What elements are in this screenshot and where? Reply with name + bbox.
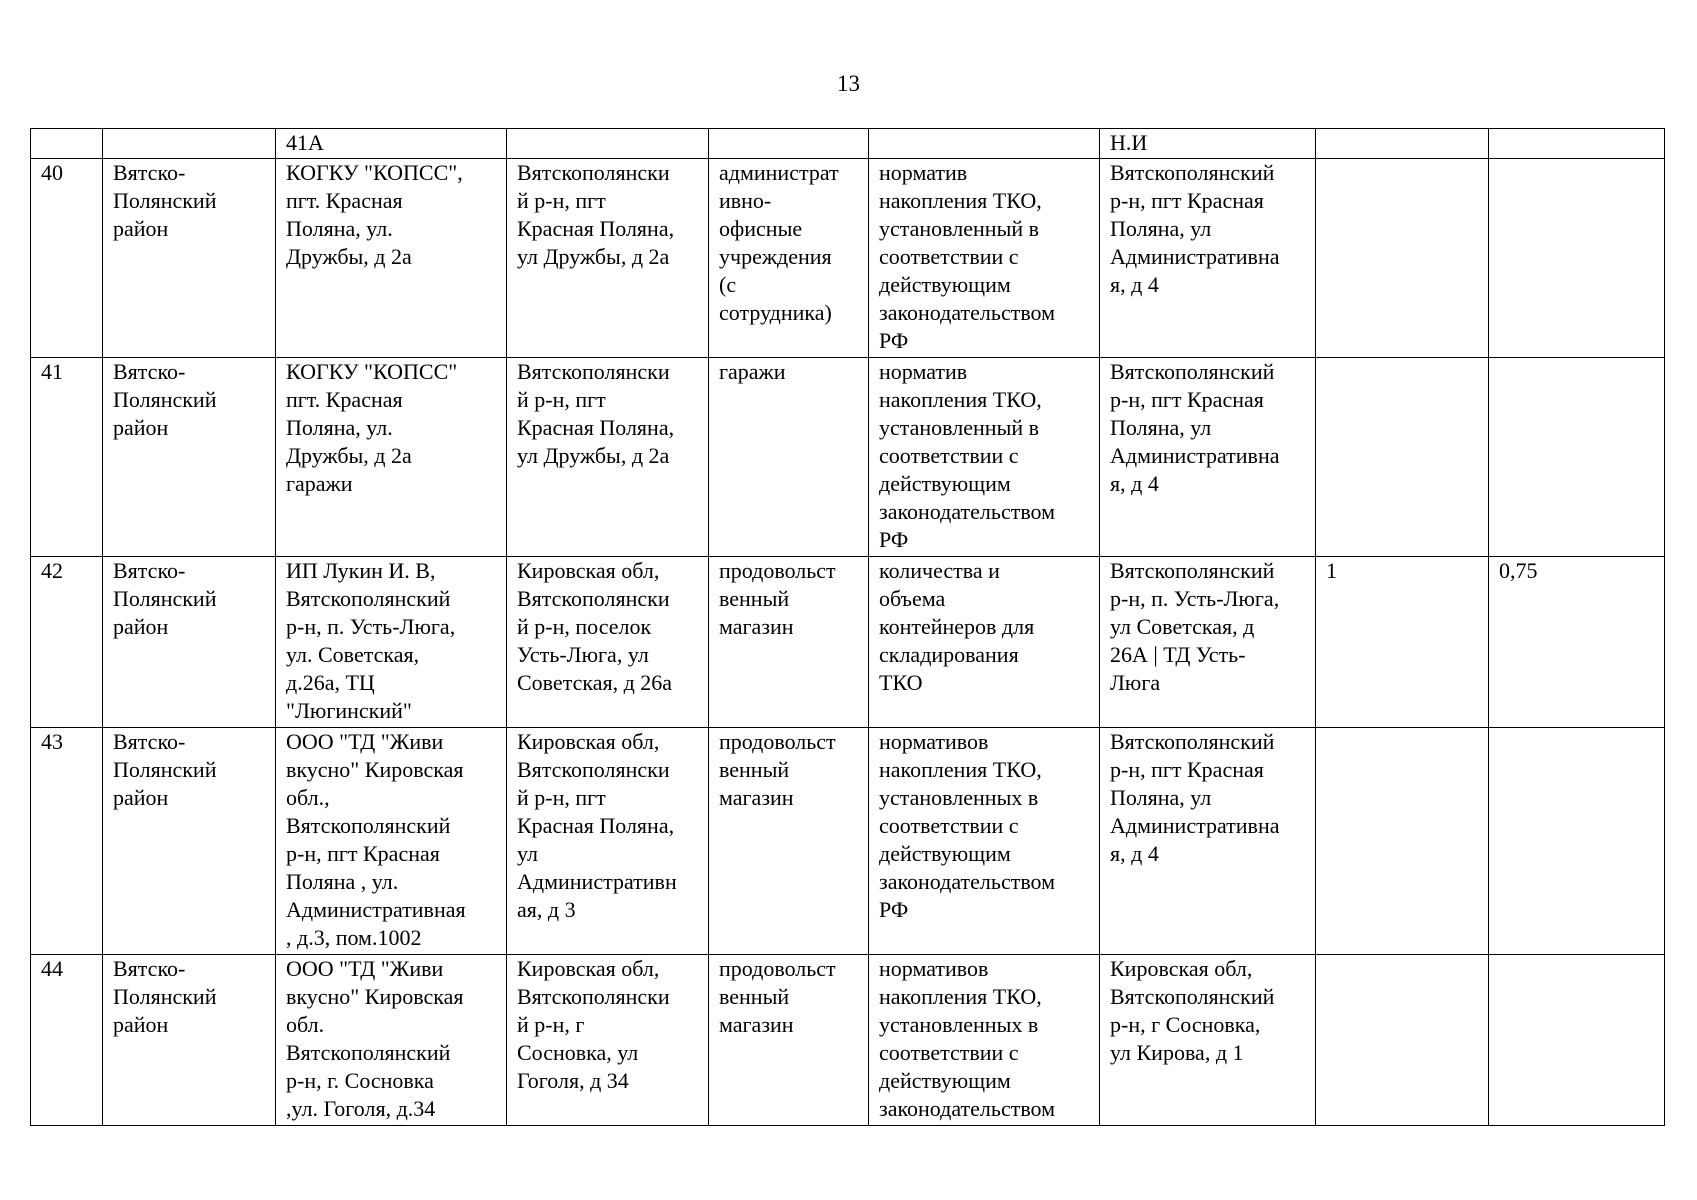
cell-district: Вятско- Полянский район — [103, 159, 276, 358]
cell-organization: КОГКУ "КОПСС", пгт. Красная Поляна, ул. Дружбы, д 2а — [276, 159, 507, 358]
cell-organization: ООО "ТД "Живи вкусно" Кировская обл., Вятскополянский р-н, пгт Красная Поляна , ул. Административная , д.3, пом.1002 — [276, 728, 507, 955]
cell-address — [507, 129, 709, 159]
cell-site: Вятскополянский р-н, пгт Красная Поляна, ул Административна я, д 4 — [1100, 728, 1316, 955]
cell-site: Вятскополянский р-н, пгт Красная Поляна, ул Административна я, д 4 — [1100, 159, 1316, 358]
table-row — [31, 955, 1665, 1126]
cell-district: Вятско- Полянский район — [103, 557, 276, 728]
cell-number: 41 — [31, 358, 103, 557]
table-row — [31, 557, 1665, 728]
cell-volume — [1489, 728, 1665, 955]
cell-volume — [1489, 129, 1665, 159]
cell-basis: норматив накопления ТКО, установленный в соответствии с действующим законодательством РФ — [869, 159, 1100, 358]
cell-organization: ИП Лукин И. В, Вятскополянский р-н, п. Усть-Люга, ул. Советская, д.26а, ТЦ "Люгинский" — [276, 557, 507, 728]
cell-address: Вятскополянски й р-н, пгт Красная Поляна, ул Дружбы, д 2а — [507, 159, 709, 358]
table-row — [31, 358, 1665, 557]
table-row — [31, 159, 1665, 358]
cell-category — [709, 129, 869, 159]
table-row — [31, 728, 1665, 955]
cell-basis: количества и объема контейнеров для складирования ТКО — [869, 557, 1100, 728]
cell-category: администрат ивно- офисные учреждения (с сотрудника) — [709, 159, 869, 358]
cell-basis: норматив накопления ТКО, установленный в соответствии с действующим законодательством РФ — [869, 358, 1100, 557]
cell-number: 43 — [31, 728, 103, 955]
cell-volume: 0,75 — [1489, 557, 1665, 728]
cell-district: Вятско- Полянский район — [103, 728, 276, 955]
cell-category: гаражи — [709, 358, 869, 557]
cell-address: Кировская обл, Вятскополянски й р-н, г Сосновка, ул Гоголя, д 34 — [507, 955, 709, 1126]
cell-count — [1316, 358, 1489, 557]
cell-organization: 41А — [276, 129, 507, 159]
cell-basis — [869, 129, 1100, 159]
cell-district: Вятско- Полянский район — [103, 955, 276, 1126]
cell-site: Н.И — [1100, 129, 1316, 159]
cell-district: Вятско- Полянский район — [103, 358, 276, 557]
cell-number: 44 — [31, 955, 103, 1126]
cell-site: Вятскополянский р-н, п. Усть-Люга, ул Советская, д 26А | ТД Усть- Люга — [1100, 557, 1316, 728]
cell-organization: ООО "ТД "Живи вкусно" Кировская обл. Вятскополянский р-н, г. Сосновка ,ул. Гоголя, д.34 — [276, 955, 507, 1126]
cell-category: продовольст венный магазин — [709, 557, 869, 728]
cell-count — [1316, 955, 1489, 1126]
cell-volume — [1489, 159, 1665, 358]
cell-volume — [1489, 358, 1665, 557]
cell-count: 1 — [1316, 557, 1489, 728]
cell-category: продовольст венный магазин — [709, 728, 869, 955]
cell-site: Вятскополянский р-н, пгт Красная Поляна, ул Административна я, д 4 — [1100, 358, 1316, 557]
cell-site: Кировская обл, Вятскополянский р-н, г Сосновка, ул Кирова, д 1 — [1100, 955, 1316, 1126]
cell-number: 42 — [31, 557, 103, 728]
cell-count — [1316, 728, 1489, 955]
table-row — [31, 129, 1665, 159]
cell-district — [103, 129, 276, 159]
cell-category: продовольст венный магазин — [709, 955, 869, 1126]
cell-number: 40 — [31, 159, 103, 358]
page-number: 13 — [837, 71, 860, 96]
cell-organization: КОГКУ "КОПСС" пгт. Красная Поляна, ул. Дружбы, д 2а гаражи — [276, 358, 507, 557]
registry-table — [30, 128, 1665, 1126]
cell-volume — [1489, 955, 1665, 1126]
cell-address: Кировская обл, Вятскополянски й р-н, пгт Красная Поляна, ул Административн ая, д 3 — [507, 728, 709, 955]
cell-basis: нормативов накопления ТКО, установленных в соответствии с действующим законодательством — [869, 955, 1100, 1126]
cell-count — [1316, 129, 1489, 159]
cell-address: Кировская обл, Вятскополянски й р-н, поселок Усть-Люга, ул Советская, д 26а — [507, 557, 709, 728]
cell-count — [1316, 159, 1489, 358]
cell-basis: нормативов накопления ТКО, установленных в соответствии с действующим законодательством РФ — [869, 728, 1100, 955]
cell-address: Вятскополянски й р-н, пгт Красная Поляна, ул Дружбы, д 2а — [507, 358, 709, 557]
cell-number — [31, 129, 103, 159]
